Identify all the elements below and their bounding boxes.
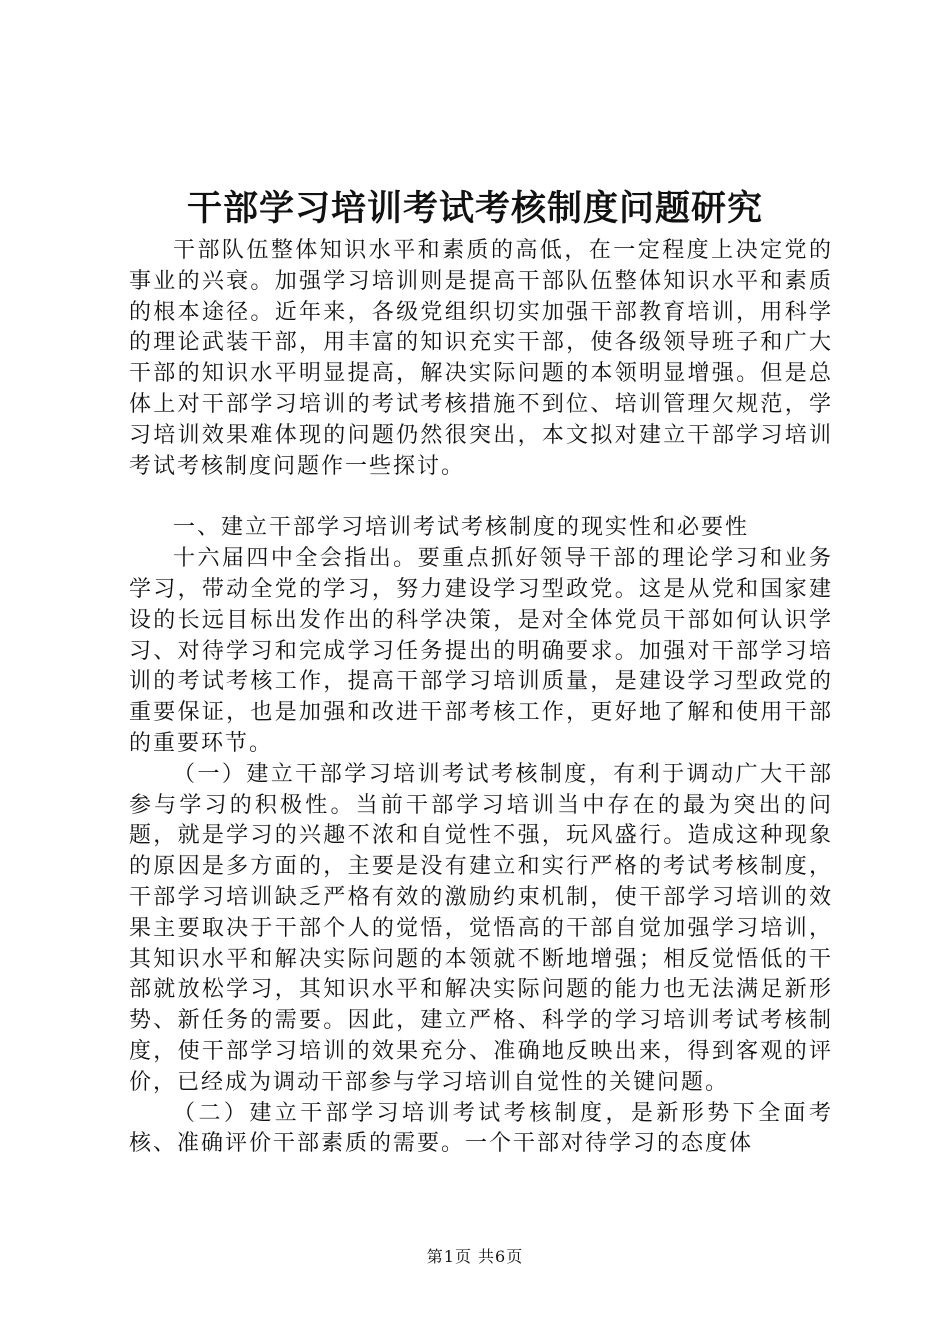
paragraph-spacer: [129, 482, 833, 513]
document-title: 干部学习培训考试考核制度问题研究: [186, 188, 763, 229]
body-paragraph: （一）建立干部学习培训考试考核制度，有利于调动广大干部参与学习的积极性。当前干部学习培训当中存在的最为突出的问题，就是学习的兴趣不浓和自觉性不强，玩风盛行。造成这种现象的原因是多方面的，主要是没有建立和实行严格的考试考核制度，干部学习培训缺乏严格有效的激励约束机制，使干部学习培训的效果主要取决于干部个人的觉悟，觉悟高的干部自觉加强学习培训，其知识水平和解决实际问题的本领就不断地增强；相反觉悟低的干部就放松学习，其知识水平和解决实际问题的能力也无法满足新形势、新任务的需要。因此，建立严格、科学的学习培训考试考核制度，使干部学习培训的效果充分、准确地反映出来，得到客观的评价，已经成为调动干部参与学习培训自觉性的关键问题。: [129, 761, 833, 1095]
document-body: [129, 236, 833, 1160]
intro-paragraph: 干部队伍整体知识水平和素质的高低，在一定程度上决定党的事业的兴衰。加强学习培训则是提高干部队伍整体知识水平和素质的根本途径。近年来，各级党组织切实加强干部教育培训，用科学的理论武装干部，用丰富的知识充实干部，使各级领导班子和广大干部的知识水平明显提高，解决实际问题的本领明显增强。但是总体上对干部学习培训的考试考核措施不到位、培训管理欠规范，学习培训效果难体现的问题仍然很突出，本文拟对建立干部学习培训考试考核制度问题作一些探讨。: [129, 238, 833, 479]
body-paragraph: 十六届四中全会指出。要重点抓好领导干部的理论学习和业务学习，带动全党的学习，努力建设学习型政党。这是从党和国家建设的长远目标出发作出的科学决策，是对全体党员干部如何认识学习、对待学习和完成学习任务提出的明确要求。加强对干部学习培训的考试考核工作，提高干部学习培训质量，是建设学习型政党的重要保证，也是加强和改进干部考核工作，更好地了解和使用干部的重要环节。: [129, 546, 833, 756]
body-paragraph: （二）建立干部学习培训考试考核制度，是新形势下全面考核、准确评价干部素质的需要。一个干部对待学习的态度体: [129, 1100, 833, 1157]
section-heading: 一、建立干部学习培训考试考核制度的现实性和必要性: [173, 515, 750, 541]
page-footer: 第1页 共6页: [426, 1247, 524, 1266]
